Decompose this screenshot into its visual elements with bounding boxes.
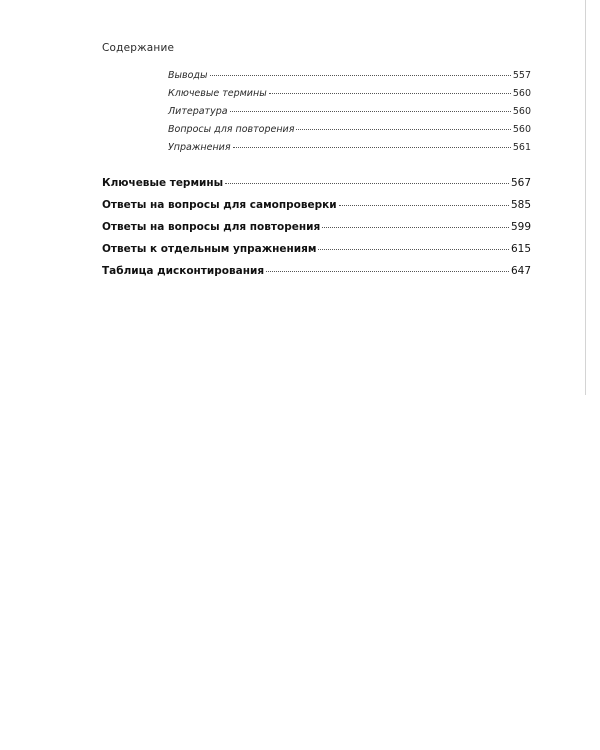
toc-sub-entry[interactable] — [168, 88, 531, 106]
toc-entry-label: Ключевые термины — [168, 88, 267, 99]
toc-main-entry[interactable] — [102, 243, 531, 265]
toc-sub-entry[interactable] — [168, 124, 531, 142]
dot-leader — [296, 129, 510, 130]
toc-sub-entry[interactable] — [168, 106, 531, 124]
toc-entry-label: Ответы на вопросы для повторения — [102, 221, 321, 233]
toc-main-entry[interactable] — [102, 177, 531, 199]
toc-subsection-list — [168, 70, 531, 160]
toc-main-entry[interactable] — [102, 221, 531, 243]
toc-entry-label: Ответы на вопросы для самопроверки — [102, 199, 337, 211]
dot-leader — [266, 271, 509, 272]
dot-leader — [322, 227, 509, 228]
toc-page-number: 560 — [512, 88, 531, 99]
toc-entry-label: Упражнения — [168, 142, 231, 153]
dot-leader — [210, 75, 511, 76]
toc-page-number: 585 — [510, 199, 531, 211]
toc-sub-entry[interactable] — [168, 70, 531, 88]
toc-page-number: 560 — [512, 124, 531, 135]
toc-main-entry[interactable] — [102, 199, 531, 221]
toc-page-number: 599 — [510, 221, 531, 233]
page-edge-line — [585, 0, 586, 395]
toc-entry-label: Вопросы для повторения — [168, 124, 295, 135]
dot-leader — [230, 111, 511, 112]
toc-page-number: 560 — [512, 106, 531, 117]
toc-entry-label: Выводы — [168, 70, 208, 81]
toc-entry-label: Таблица дисконтирования — [102, 265, 265, 277]
toc-page-number: 567 — [510, 177, 531, 189]
toc-entry-label: Ключевые термины — [102, 177, 224, 189]
toc-main-list — [102, 177, 531, 287]
running-header: Содержание — [102, 42, 175, 54]
toc-page-number: 557 — [512, 70, 531, 81]
toc-page-number: 561 — [512, 142, 531, 153]
toc-sub-entry[interactable] — [168, 142, 531, 160]
toc-entry-label: Литература — [168, 106, 228, 117]
dot-leader — [225, 183, 509, 184]
dot-leader — [233, 147, 511, 148]
toc-page-number: 647 — [510, 265, 531, 277]
dot-leader — [339, 205, 509, 206]
toc-main-entry[interactable] — [102, 265, 531, 287]
dot-leader — [318, 249, 508, 250]
toc-entry-label: Ответы к отдельным упражнениям — [102, 243, 317, 255]
toc-page-number: 615 — [510, 243, 531, 255]
dot-leader — [269, 93, 511, 94]
